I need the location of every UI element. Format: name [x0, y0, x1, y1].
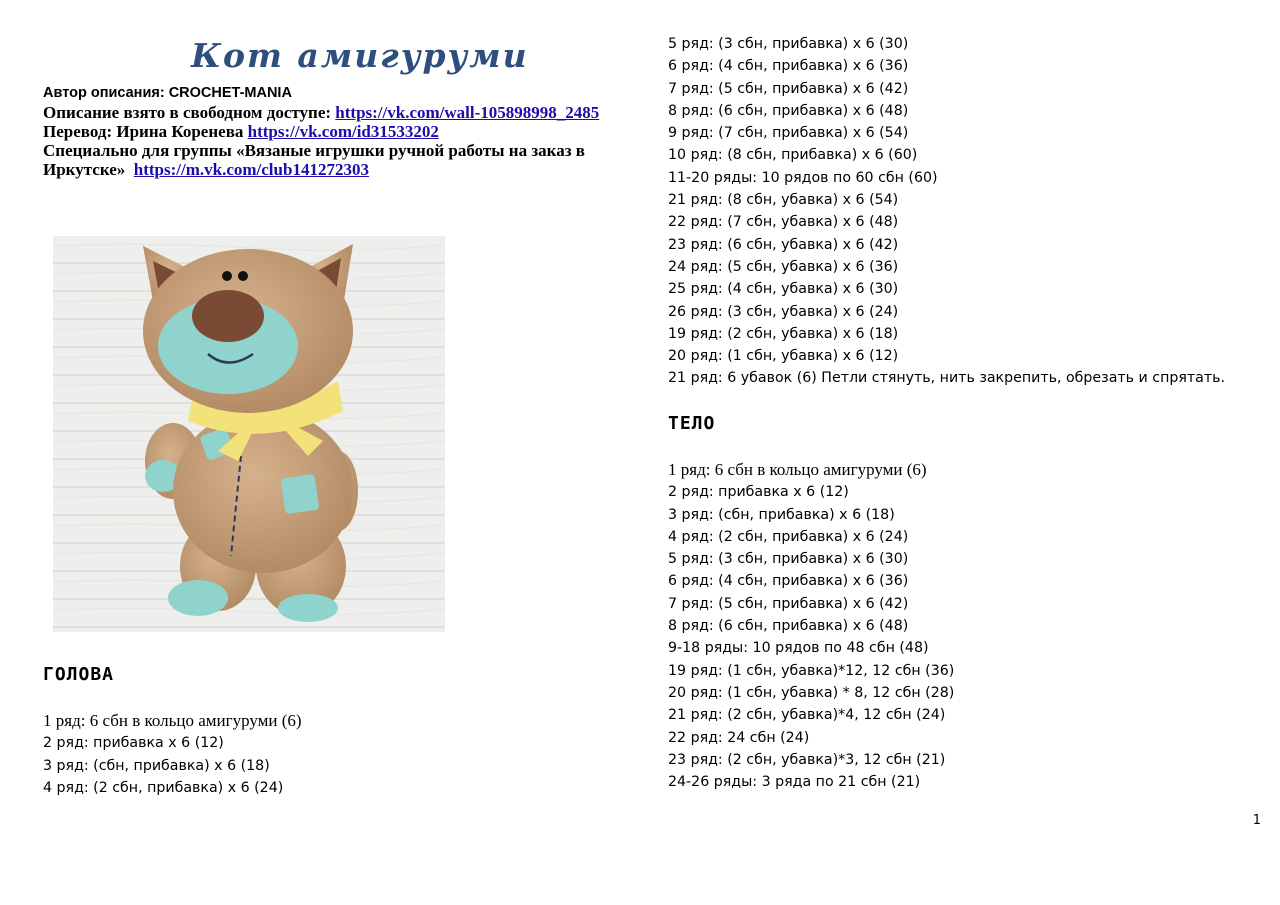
list-item: 21 ряд: 6 убавок (6) Петли стянуть, нить закрепить, обрезать и спрятать.	[668, 370, 1225, 387]
list-item: 6 ряд: (4 сбн, прибавка) х 6 (36)	[668, 573, 909, 590]
list-item: 23 ряд: (2 сбн, убавка)*3, 12 сбн (21)	[668, 751, 946, 768]
list-item: 11-20 ряды: 10 рядов по 60 сбн (60)	[668, 169, 938, 186]
amigurumi-cat-photo	[53, 236, 445, 632]
list-item: 22 ряд: (7 сбн, убавка) х 6 (48)	[668, 214, 899, 231]
page-number: 1	[1252, 813, 1261, 828]
list-item: 4 ряд: (2 сбн, прибавка) х 6 (24)	[668, 528, 909, 545]
list-item: 19 ряд: (2 сбн, убавка) х 6 (18)	[668, 325, 899, 342]
source-link[interactable]: https://vk.com/wall-105898998_2485	[335, 103, 600, 122]
list-item: 21 ряд: (8 сбн, убавка) х 6 (54)	[668, 192, 899, 209]
list-item: 8 ряд: (6 сбн, прибавка) х 6 (48)	[668, 102, 909, 119]
list-item: 3 ряд: (сбн, прибавка) х 6 (18)	[43, 757, 270, 774]
list-item: 9 ряд: (7 сбн, прибавка) х 6 (54)	[668, 125, 909, 142]
list-item: 2 ряд: прибавка х 6 (12)	[668, 484, 849, 501]
list-item: 10 ряд: (8 сбн, прибавка) х 6 (60)	[668, 147, 918, 164]
list-item: 25 ряд: (4 сбн, убавка) х 6 (30)	[668, 281, 899, 298]
body-rows-list	[668, 459, 954, 793]
list-item: 8 ряд: (6 сбн, прибавка) х 6 (48)	[668, 618, 909, 635]
group-line	[43, 141, 643, 179]
source-line	[43, 103, 643, 122]
list-item: 7 ряд: (5 сбн, прибавка) х 6 (42)	[668, 595, 909, 612]
list-item: 6 ряд: (4 сбн, прибавка) х 6 (36)	[668, 58, 909, 75]
list-item: 26 ряд: (3 сбн, убавка) х 6 (24)	[668, 303, 899, 320]
head-section-heading: ГОЛОВА	[43, 664, 115, 685]
list-item: 24 ряд: (5 сбн, убавка) х 6 (36)	[668, 258, 899, 275]
author-value: CROCHET-MANIA	[168, 85, 292, 101]
head-continued-rows-list	[668, 33, 1225, 390]
source-label: Описание взято в свободном доступе:	[43, 103, 332, 122]
list-item: 9-18 ряды: 10 рядов по 48 сбн (48)	[668, 640, 929, 657]
list-item: 4 ряд: (2 сбн, прибавка) х 6 (24)	[43, 779, 284, 796]
list-item: 2 ряд: прибавка х 6 (12)	[43, 735, 224, 752]
list-item: 23 ряд: (6 сбн, убавка) х 6 (42)	[668, 236, 899, 253]
list-item: 1 ряд: 6 сбн в кольцо амигуруми (6)	[668, 460, 927, 479]
group-link[interactable]: https://m.vk.com/club141272303	[133, 160, 369, 179]
translation-label: Перевод: Ирина Коренева	[43, 122, 244, 141]
translation-link[interactable]: https://vk.com/id31533202	[247, 122, 439, 141]
list-item: 20 ряд: (1 сбн, убавка) х 6 (12)	[668, 348, 899, 365]
author-label: Автор описания:	[43, 85, 165, 101]
list-item: 19 ряд: (1 сбн, убавка)*12, 12 сбн (36)	[668, 662, 955, 679]
credits-block	[43, 84, 643, 179]
list-item: 5 ряд: (3 сбн, прибавка) х 6 (30)	[668, 36, 909, 52]
group-label: Специально для группы «Вязаные игрушки ручной работы на заказ в Иркутске»	[43, 141, 585, 179]
list-item: 20 ряд: (1 сбн, убавка) * 8, 12 сбн (28)	[668, 684, 955, 701]
translation-line	[43, 122, 643, 141]
list-item: 3 ряд: (сбн, прибавка) х 6 (18)	[668, 506, 895, 523]
list-item: 21 ряд: (2 сбн, убавка)*4, 12 сбн (24)	[668, 707, 946, 724]
body-section-heading: ТЕЛО	[668, 413, 716, 434]
author-line	[43, 84, 643, 103]
list-item: 24-26 ряды: 3 ряда по 21 сбн (21)	[668, 774, 921, 791]
head-rows-list	[43, 710, 302, 799]
list-item: 5 ряд: (3 сбн, прибавка) х 6 (30)	[668, 551, 909, 568]
list-item: 22 ряд: 24 сбн (24)	[668, 729, 810, 746]
list-item: 7 ряд: (5 сбн, прибавка) х 6 (42)	[668, 80, 909, 97]
page-title: Кот амигуруми	[191, 36, 529, 75]
list-item: 1 ряд: 6 сбн в кольцо амигуруми (6)	[43, 711, 302, 730]
